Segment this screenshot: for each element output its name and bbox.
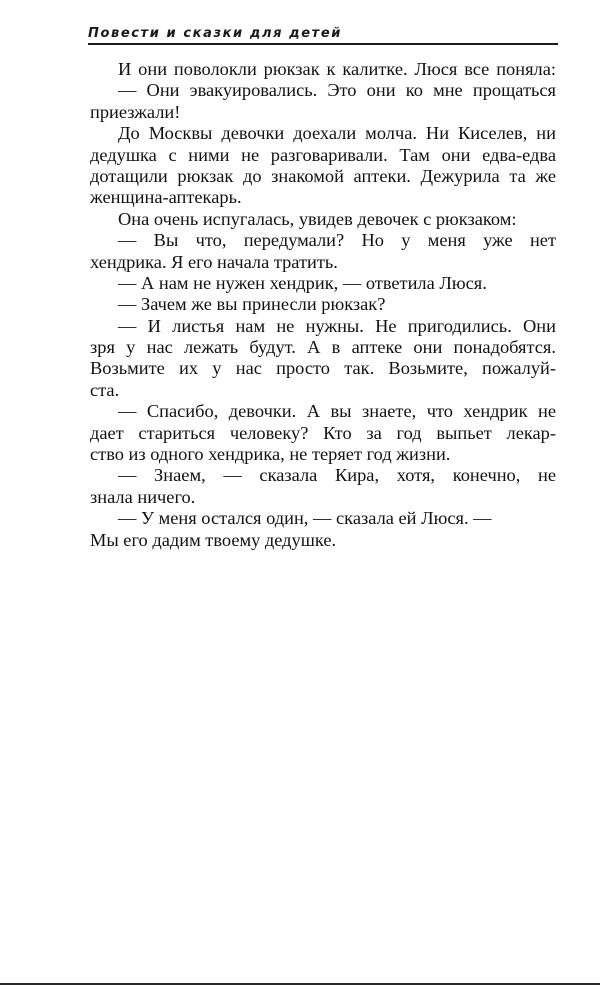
text-line: — Вы что, передумали? Но у меня уже нет	[118, 230, 556, 251]
page-bottom-edge	[0, 983, 600, 985]
text-line: — А нам не нужен хендрик, — ответила Люся.	[118, 272, 487, 293]
text-line: — Они эвакуировались. Это они ко мне прощаться	[118, 80, 556, 101]
text-line: Мы его дадим твоему дедушке.	[90, 529, 337, 550]
header-rule	[88, 43, 558, 45]
page-body	[90, 59, 556, 551]
text-line: — Зачем же вы принесли рюкзак?	[118, 294, 386, 315]
text-line: зря у нас лежать будут. А в аптеке они понадобятся.	[90, 337, 556, 358]
text-line: И они поволокли рюкзак к калитке. Люся все поняла:	[118, 59, 556, 79]
running-head: Повести и сказки для детей	[88, 26, 342, 41]
text-line: хендрика. Я его начала тратить.	[90, 251, 338, 272]
text-line: знала ничего.	[90, 486, 196, 507]
text-line: ство из одного хендрика, не теряет год жизни.	[90, 444, 451, 465]
text-line: ста.	[90, 379, 120, 400]
text-line: Она очень испугалась, увидев девочек с рюкзаком:	[118, 208, 517, 229]
text-line: — Знаем, — сказала Кира, хотя, конечно, не	[118, 465, 556, 486]
text-line: — Спасибо, девочки. А вы знаете, что хендрик не	[118, 401, 556, 422]
text-line: женщина-аптекарь.	[90, 187, 242, 208]
text-line: дает стариться человеку? Кто за год выпьет лекар-	[90, 422, 556, 443]
text-line: — У меня остался один, — сказала ей Люся. —	[118, 508, 492, 529]
text-line: Возьмите их у нас просто так. Возьмите, пожалуй-	[90, 358, 556, 379]
text-line: дедушка с ними не разговаривали. Там они едва-едва	[90, 144, 556, 165]
text-line: дотащили рюкзак до знакомой аптеки. Дежурила та же	[90, 165, 556, 186]
text-line: — И листья нам не нужны. Не пригодились. Они	[118, 315, 556, 336]
text-line: приезжали!	[90, 101, 181, 122]
text-line: До Москвы девочки доехали молча. Ни Киселев, ни	[118, 123, 556, 144]
